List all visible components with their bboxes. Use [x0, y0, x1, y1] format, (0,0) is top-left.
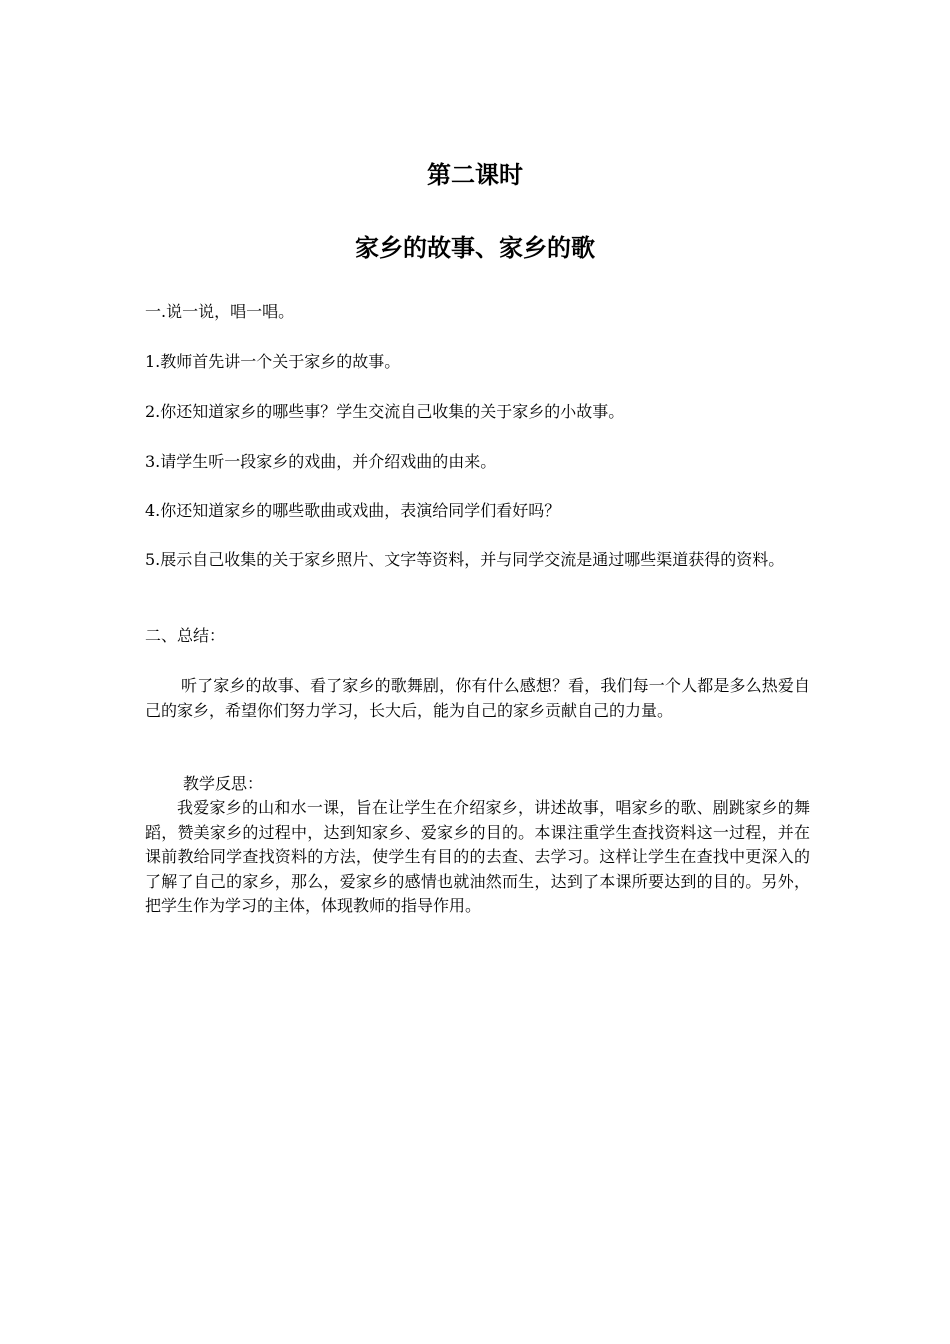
reflection-paragraph: 我爱家乡的山和水一课，旨在让学生在介绍家乡，讲述故事，唱家乡的歌、剧跳家乡的舞蹈，赞美家乡的过程中，达到知家乡、爱家乡的目的。本课注重学生查找资料这一过程，并在课前教给同学查找资料的方法，使学生有目的的去查、去学习。这样让学生在查找中更深入的了解了自己的家乡，那么，爱家乡的感情也就油然而生，达到了本课所要达到的目的。另外，把学生作为学习的主体，体现教师的指导作用。: [145, 798, 810, 915]
page-title: 第二课时: [427, 161, 523, 189]
list-item-1: 1.教师首先讲一个关于家乡的故事。: [145, 352, 401, 371]
summary-paragraph: 听了家乡的故事、看了家乡的歌舞剧，你有什么感想？看，我们每一个人都是多么热爱自己的家乡，希望你们努力学习，长大后，能为自己的家乡贡献自己的力量。: [145, 676, 810, 720]
list-item-2: 2.你还知道家乡的哪些事？学生交流自己收集的关于家乡的小故事。: [145, 402, 625, 421]
reflection-heading: 教学反思：: [183, 774, 264, 793]
page-subtitle: 家乡的故事、家乡的歌: [355, 234, 595, 262]
list-item-3: 3.请学生听一段家乡的戏曲，并介绍戏曲的由来。: [145, 452, 497, 471]
section-heading-summary: 二、总结：: [145, 626, 226, 645]
list-item-4: 4.你还知道家乡的哪些歌曲或戏曲，表演给同学们看好吗？: [145, 501, 561, 520]
list-item-5: 5.展示自己收集的关于家乡照片、文字等资料，并与同学交流是通过哪些渠道获得的资料。: [145, 550, 785, 569]
section-heading-talk-sing: 一.说一说，唱一唱。: [145, 302, 295, 321]
